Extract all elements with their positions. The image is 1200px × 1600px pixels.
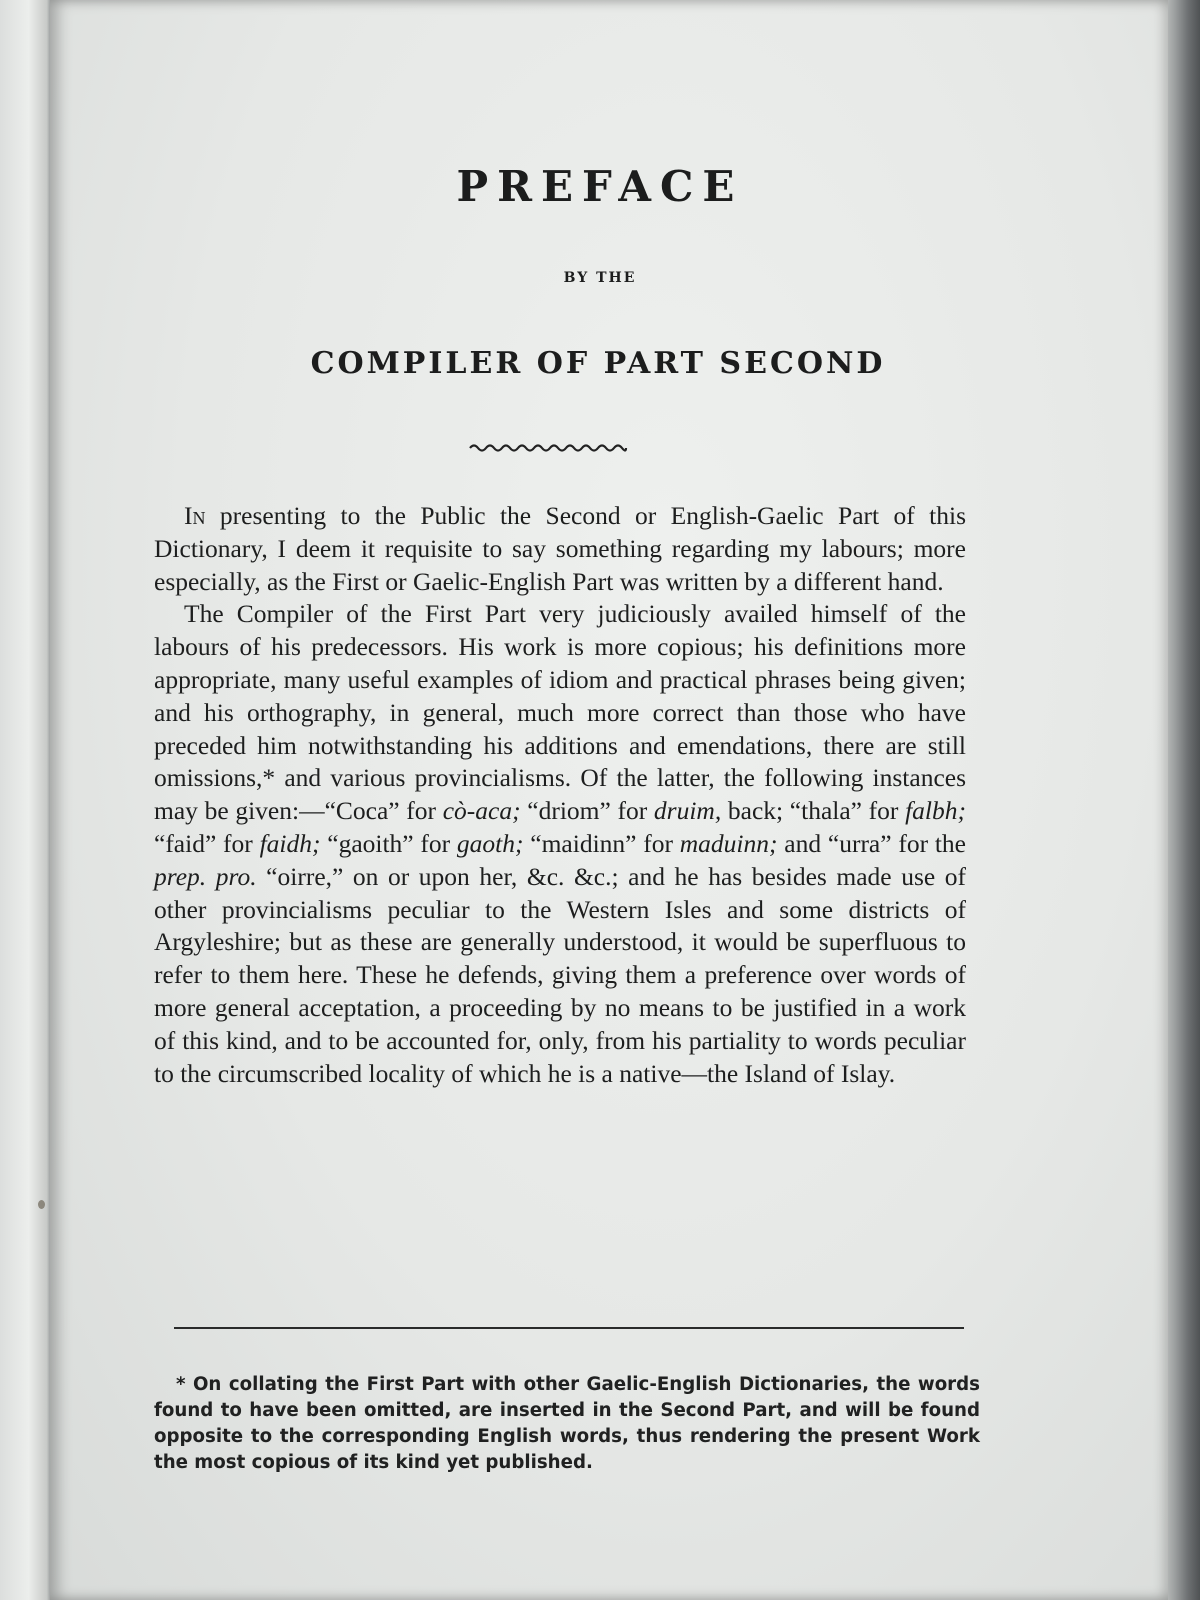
page-subtitle: COMPILER OF PART SECOND [310, 346, 886, 381]
footnote-divider [174, 1327, 964, 1329]
facing-page-edge [0, 0, 52, 1600]
italic-term: cò-aca; [442, 796, 521, 826]
paragraph-2-text: “faid” for [154, 828, 260, 858]
italic-term: falbh; [905, 796, 967, 826]
italic-term: faidh; [259, 828, 321, 858]
drop-word: In [184, 501, 206, 530]
paragraph-1 [154, 500, 966, 598]
byline-connector: BY THE [563, 270, 637, 286]
preface-body [154, 500, 966, 1090]
paragraph-2-text: The Compiler of the First Part very judiciously availed himself of the labours of his predecessors. His work is more copious; his definitions more appropriate, many useful examples of idiom and practical phrases being given; and his orthography, in general, much more correct than those who have preceded him notwithstanding his additions and emendations, there are still omissions,* and various provincialisms. Of the latter, the following instances may be given:—“Coca” for [154, 599, 966, 826]
paragraph-1-text: presenting to the Public the Second or English-Gaelic Part of this Dictionary, I deem it requisite to say something regarding my labours; more especially, as the First or Gaelic-English Part was written by a different hand. [154, 501, 966, 596]
paragraph-2-text: back; “thala” for [721, 796, 906, 826]
wavy-ornament-icon [468, 440, 628, 454]
italic-term: prep. pro. [154, 861, 257, 891]
italic-term: maduinn; [679, 828, 778, 858]
paragraph-2 [154, 598, 966, 1090]
paper-stain [38, 1200, 45, 1209]
book-page [50, 0, 1168, 1600]
paragraph-2-text: “maidinn” for [523, 828, 680, 858]
footnote: * On collating the First Part with other Gaelic-English Dictionaries, the words found to have been omitted, are inserted in the Second Part, and will be found opposite to the corresponding English words, thus rendering the present Work the most copious of its kind yet published. [154, 1374, 980, 1473]
paragraph-2-text: “gaoith” for [320, 828, 457, 858]
paragraph-2-text: “driom” for [520, 796, 654, 826]
paragraph-2-text: “oirre,” on or upon her, &c. &c.; and he has besides made use of other provincialisms peculiar to the Western Isles and some districts of Argyleshire; but as these are generally understood, it would be superfluous to refer to them here. These he defends, giving them a preference over words of more general acceptation, a proceeding by no means to be justified in a work of this kind, and to be accounted for, only, from his partiality to words peculiar to the circumscribed locality of which he is a native—the Island of Islay. [154, 861, 967, 1088]
italic-term: gaoth; [456, 828, 524, 858]
paragraph-2-text: and “urra” for the [777, 828, 966, 858]
italic-term: druim, [653, 796, 722, 826]
page-title: PREFACE [456, 162, 744, 211]
